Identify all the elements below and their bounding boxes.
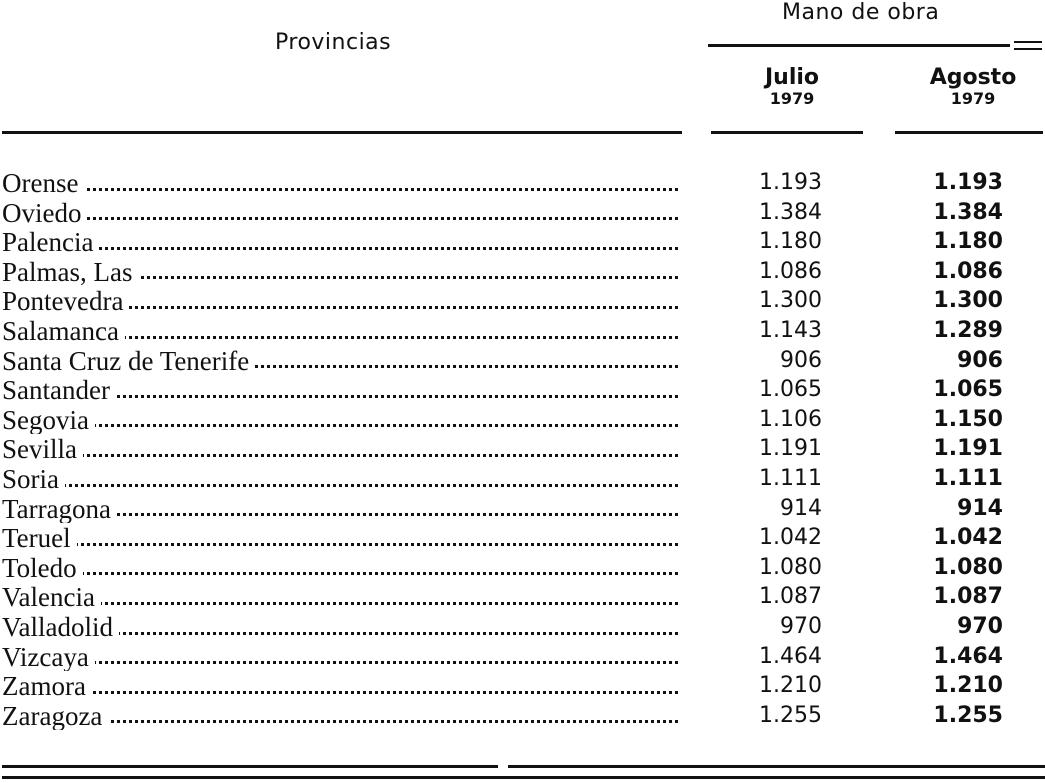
table-bottom-rule (2, 765, 498, 768)
table-row (0, 375, 1045, 405)
agosto-value: 1.180 (933, 229, 1003, 255)
province-cell (2, 168, 682, 198)
agosto-value: 914 (957, 495, 1003, 521)
table-row (0, 582, 1045, 612)
julio-value: 1.255 (759, 702, 822, 728)
agosto-value: 1.384 (933, 199, 1003, 225)
province-name: Zaragoza (2, 701, 108, 731)
julio-value: 1.080 (759, 554, 822, 580)
province-cell (2, 346, 682, 376)
julio-value: 1.210 (759, 673, 822, 699)
province-cell (2, 316, 682, 346)
julio-value: 1.042 (759, 525, 822, 551)
dot-leader (2, 454, 678, 457)
table-row (0, 671, 1045, 701)
dot-leader (2, 484, 678, 487)
julio-value: 1.300 (759, 288, 822, 314)
group-header-rule (708, 44, 1010, 47)
julio-value: 1.143 (759, 317, 822, 343)
table-row (0, 227, 1045, 257)
table-row (0, 257, 1045, 287)
dot-leader (2, 543, 678, 546)
province-cell (2, 612, 682, 642)
column-header-julio-year: 1979 (769, 89, 815, 108)
column-header-julio (742, 66, 842, 108)
column-header-julio-month: Julio (764, 65, 820, 90)
table-row (0, 434, 1045, 464)
province-name: Zamora (2, 671, 92, 701)
table-row (0, 168, 1045, 198)
table-row (0, 286, 1045, 316)
column-header-agosto-year: 1979 (950, 89, 996, 108)
column-header-agosto (918, 66, 1028, 108)
agosto-value: 1.042 (933, 525, 1003, 551)
agosto-value: 1.086 (933, 258, 1003, 284)
province-name: Santander (2, 375, 116, 405)
table-row (0, 346, 1045, 376)
julio-value: 1.086 (759, 258, 822, 284)
table-row (0, 612, 1045, 642)
province-cell (2, 464, 682, 494)
table-row (0, 553, 1045, 583)
table-row (0, 405, 1045, 435)
julio-value: 1.191 (759, 436, 822, 462)
julio-value: 970 (780, 613, 822, 639)
province-name: Teruel (2, 523, 77, 553)
province-name: Sevilla (2, 434, 83, 464)
province-cell (2, 701, 682, 731)
agosto-value: 1.464 (933, 643, 1003, 669)
province-cell (2, 375, 682, 405)
table-row (0, 494, 1045, 524)
agosto-value: 1.150 (933, 406, 1003, 432)
agosto-value: 906 (957, 347, 1003, 373)
province-cell (2, 642, 682, 672)
table-bottom-rule (2, 776, 1045, 779)
agosto-value: 1.111 (933, 465, 1003, 491)
province-name: Soria (2, 464, 65, 494)
table-row (0, 701, 1045, 731)
table-row (0, 198, 1045, 228)
province-cell (2, 553, 682, 583)
agosto-value: 1.191 (933, 436, 1003, 462)
table-bottom-rule (508, 765, 1045, 768)
province-cell (2, 523, 682, 553)
julio-value: 1.106 (759, 406, 822, 432)
julio-value: 1.384 (759, 199, 822, 225)
province-name: Palmas, Las (2, 257, 138, 287)
table-row (0, 464, 1045, 494)
province-name: Vizcaya (2, 642, 95, 672)
column-header-agosto-month: Agosto (929, 65, 1017, 90)
province-cell (2, 257, 682, 287)
dot-leader (2, 572, 678, 575)
table-row (0, 523, 1045, 553)
table-body (0, 168, 1045, 730)
agosto-value: 970 (957, 613, 1003, 639)
dot-leader (2, 217, 678, 220)
province-cell (2, 198, 682, 228)
province-name: Santa Cruz de Tenerife (2, 346, 255, 376)
province-name: Pontevedra (2, 286, 129, 316)
table-row (0, 642, 1045, 672)
province-name: Palencia (2, 227, 99, 257)
dot-leader (2, 424, 678, 427)
dot-leader (2, 188, 678, 191)
agosto-value: 1.087 (933, 584, 1003, 610)
julio-value: 1.193 (759, 170, 822, 195)
agosto-value: 1.300 (933, 288, 1003, 314)
province-cell (2, 494, 682, 524)
province-name: Valencia (2, 582, 101, 612)
group-header-rule-mark-top (1014, 41, 1042, 43)
province-cell (2, 671, 682, 701)
agosto-value: 1.289 (933, 317, 1003, 343)
agosto-value: 1.193 (933, 170, 1003, 195)
julio-value: 1.065 (759, 377, 822, 403)
julio-value: 1.111 (759, 465, 822, 491)
province-name: Oviedo (2, 198, 87, 228)
province-name: Toledo (2, 553, 83, 583)
julio-value: 906 (780, 347, 822, 373)
agosto-value: 1.255 (933, 702, 1003, 728)
julio-value: 1.180 (759, 229, 822, 255)
province-name: Valladolid (2, 612, 119, 642)
province-cell (2, 582, 682, 612)
provincias-header-rule (2, 131, 682, 134)
table-row (0, 316, 1045, 346)
province-name: Tarragona (2, 494, 117, 524)
mano-de-obra-header: Mano de obra (782, 0, 940, 25)
agosto-header-rule (895, 131, 1043, 134)
agosto-value: 1.080 (933, 554, 1003, 580)
province-cell (2, 405, 682, 435)
agosto-value: 1.210 (933, 673, 1003, 699)
province-cell (2, 434, 682, 464)
julio-value: 1.464 (759, 643, 822, 669)
provincias-header: Provincias (275, 30, 392, 55)
julio-value: 914 (780, 495, 822, 521)
dot-leader (2, 602, 678, 605)
julio-header-rule (711, 131, 863, 134)
dot-leader (2, 247, 678, 250)
agosto-value: 1.065 (933, 377, 1003, 403)
dot-leader (2, 661, 678, 664)
julio-value: 1.087 (759, 584, 822, 610)
dot-leader (2, 691, 678, 694)
province-name: Segovia (2, 405, 95, 435)
province-name: Orense (2, 168, 84, 198)
group-header-rule-mark-bottom (1014, 48, 1042, 50)
province-cell (2, 286, 682, 316)
province-name: Salamanca (2, 316, 125, 346)
province-cell (2, 227, 682, 257)
